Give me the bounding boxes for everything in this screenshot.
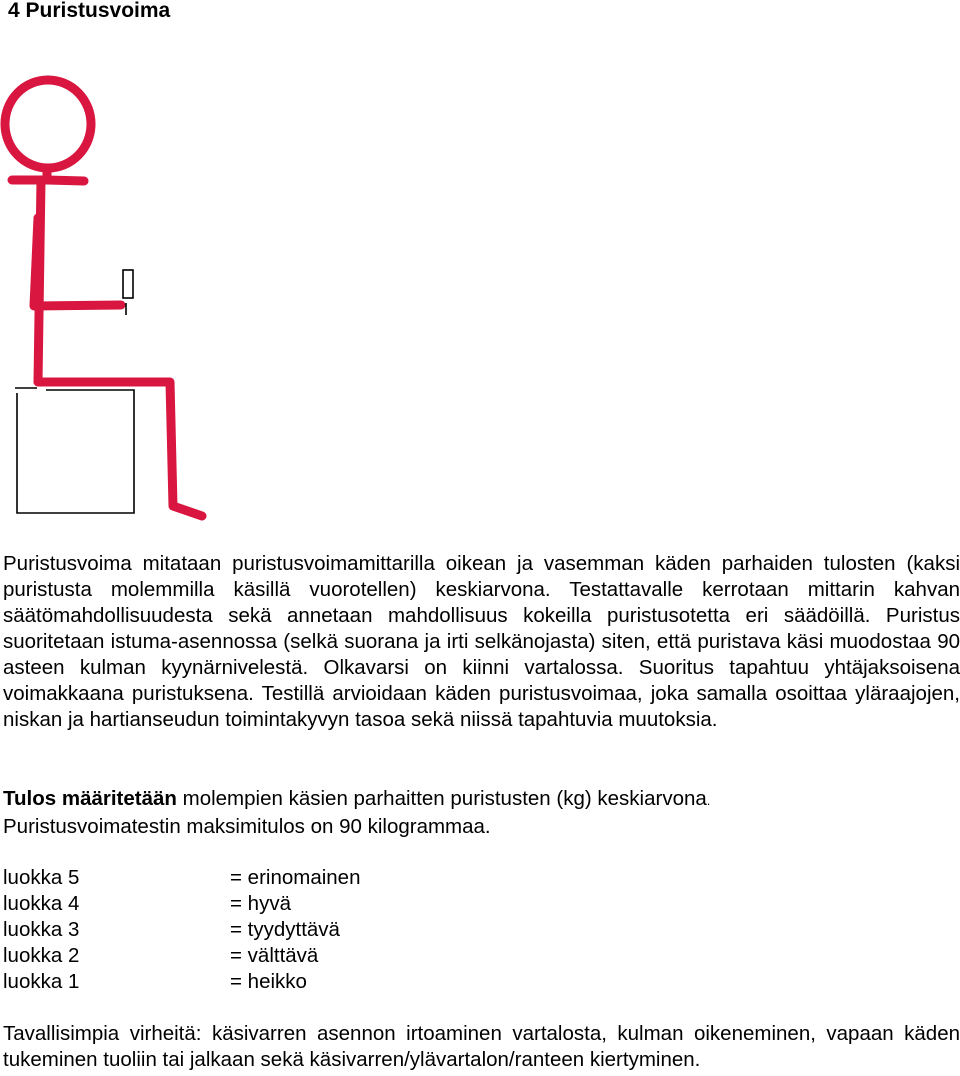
common-errors-paragraph: Tavallisimpia virheitä: käsivarren asennon irtoaminen vartalosta, kulman oikeneminen, vapaan käden tukeminen tuoliin tai jalkaan sekä käsivarren/ylävartalon/ranteen kiertyminen. [3, 1022, 960, 1071]
result-paragraph [3, 786, 960, 840]
result-period: . [706, 793, 711, 808]
figure-shoulders [12, 180, 84, 181]
rating-value: = hyvä [230, 892, 291, 915]
figure-head [5, 80, 91, 168]
rating-label: luokka 4 [3, 892, 80, 915]
rating-value: = tyydyttävä [230, 918, 340, 941]
rating-label: luokka 1 [3, 970, 80, 993]
rating-table [3, 865, 361, 995]
rating-row [3, 917, 361, 943]
result-text: molempien käsien parhaitten puristusten (kg) keskiarvona [176, 787, 707, 810]
rating-value: = välttävä [230, 944, 319, 967]
rating-value: = erinomainen [230, 866, 361, 889]
page-title: 4 Puristusvoima [8, 0, 171, 22]
seated-stick-figure-illustration [0, 60, 260, 530]
rating-row [3, 943, 361, 969]
rating-label: luokka 3 [3, 918, 80, 941]
rating-row [3, 969, 361, 995]
rating-row [3, 865, 361, 891]
rating-label: luokka 2 [3, 944, 80, 967]
figure-arm [34, 218, 121, 306]
rating-row [3, 891, 361, 917]
chair-box [15, 388, 134, 513]
max-result-text: Puristusvoimatestin maksimitulos on 90 kilogrammaa. [3, 815, 491, 838]
rating-value: = heikko [230, 970, 307, 993]
result-bold-lead: Tulos määritetään [3, 787, 177, 810]
description-paragraph: Puristusvoima mitataan puristusvoimamittarilla oikean ja vasemman käden parhaiden tulosten (kaksi puristusta molemmilla käsillä vuorotellen) keskiarvona. Testattavalle kerrotaan mittarin kahvan säätömahdollisuudesta sekä annetaan mahdollisuus kokeilla puristusotetta eri säädöillä. Puristus suoritetaan istuma-asennossa (selkä suorana ja irti selkänojasta) siten, että puristava käsi muodostaa 90 asteen kulman kyynärnivelestä. Olkavarsi on kiinni vartalossa. Suoritus tapahtuu yhtäjaksoisena voimakkaana puristuksena. Testillä arvioidaan käden puristusvoimaa, joka samalla osoittaa yläraajojen, niskan ja hartianseudun toimintakyvyn tasoa sekä niissä tapahtuvia muutoksia. [3, 552, 960, 731]
rating-label: luokka 5 [3, 866, 80, 889]
stick-figure [5, 80, 202, 516]
dynamometer-icon [123, 270, 133, 315]
figure-leg [38, 382, 202, 516]
